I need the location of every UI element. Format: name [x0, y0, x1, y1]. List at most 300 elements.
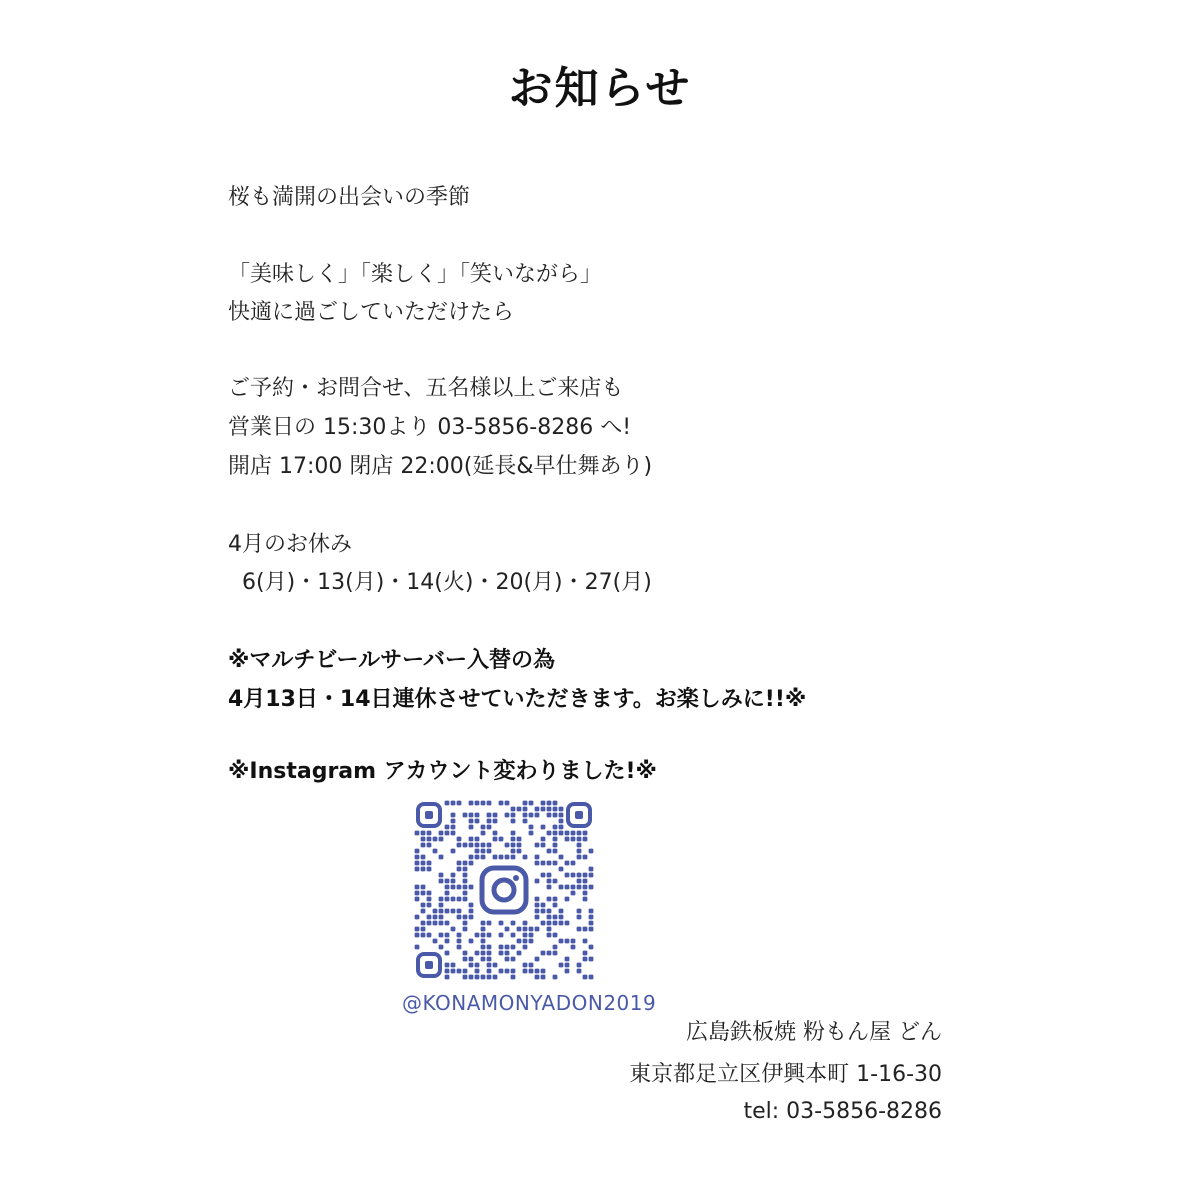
qr-module [541, 969, 546, 974]
qr-module [487, 933, 492, 938]
qr-module [529, 969, 534, 974]
qr-module [439, 855, 444, 860]
qr-module [445, 969, 450, 974]
qr-module [523, 921, 528, 926]
qr-module [583, 897, 588, 902]
qr-module [523, 819, 528, 824]
qr-module [571, 861, 576, 866]
qr-module [577, 855, 582, 860]
qr-module [511, 807, 516, 812]
qr-module [523, 933, 528, 938]
qr-module [547, 873, 552, 878]
qr-module [553, 945, 558, 950]
qr-module [547, 831, 552, 836]
qr-module [559, 915, 564, 920]
qr-module [463, 843, 468, 848]
qr-module [415, 933, 420, 938]
qr-module [445, 951, 450, 956]
qr-module [481, 939, 486, 944]
qr-module [487, 951, 492, 956]
qr-module [589, 975, 594, 980]
qr-module [499, 951, 504, 956]
qr-module [415, 915, 420, 920]
qr-module [481, 945, 486, 950]
qr-module [499, 855, 504, 860]
qr-module [481, 951, 486, 956]
qr-module [499, 801, 504, 806]
qr-module [487, 813, 492, 818]
qr-module [463, 975, 468, 980]
qr-module [511, 945, 516, 950]
qr-module [469, 915, 474, 920]
qr-module [487, 945, 492, 950]
qr-module [481, 927, 486, 932]
qr-module [589, 927, 594, 932]
body-line-motto: 「美味しく」「楽しく」「笑いながら」 [228, 262, 603, 287]
qr-module [553, 801, 558, 806]
qr-module [421, 861, 426, 866]
qr-module [469, 825, 474, 830]
qr-module [553, 843, 558, 848]
qr-module [421, 891, 426, 896]
qr-module [463, 891, 468, 896]
qr-module [571, 873, 576, 878]
body-line-open-close: 開店 17:00 閉店 22:00(延長&早仕舞あり) [228, 454, 653, 479]
qr-module [451, 963, 456, 968]
qr-module [451, 819, 456, 824]
qr-module [493, 963, 498, 968]
qr-module [553, 951, 558, 956]
qr-module [559, 963, 564, 968]
qr-module [553, 897, 558, 902]
qr-module [439, 837, 444, 842]
qr-module [493, 819, 498, 824]
qr-module [469, 963, 474, 968]
qr-module [589, 915, 594, 920]
qr-module [535, 879, 540, 884]
qr-module [439, 903, 444, 908]
qr-module [547, 897, 552, 902]
qr-module [505, 969, 510, 974]
qr-module [415, 849, 420, 854]
qr-module [589, 945, 594, 950]
qr-module [445, 885, 450, 890]
qr-module [463, 921, 468, 926]
instagram-notice: ※Instagram アカウント変わりました!※ [228, 759, 657, 784]
qr-module [583, 957, 588, 962]
qr-module [547, 921, 552, 926]
qr-module [583, 855, 588, 860]
qr-module [445, 909, 450, 914]
qr-module [517, 951, 522, 956]
qr-module [577, 885, 582, 890]
qr-module [457, 939, 462, 944]
qr-module [451, 969, 456, 974]
qr-module [565, 963, 570, 968]
qr-module [481, 831, 486, 836]
qr-module [451, 879, 456, 884]
qr-module [427, 861, 432, 866]
qr-module [415, 897, 420, 902]
qr-module [547, 909, 552, 914]
qr-module [511, 819, 516, 824]
qr-module [517, 849, 522, 854]
qr-module [547, 951, 552, 956]
shop-name: 広島鉄板焼 粉もん屋 どん [686, 1020, 942, 1045]
qr-module [457, 909, 462, 914]
qr-module [463, 861, 468, 866]
qr-module [445, 801, 450, 806]
qr-module [457, 801, 462, 806]
qr-module [523, 927, 528, 932]
qr-module [439, 921, 444, 926]
qr-module [529, 825, 534, 830]
qr-module [451, 897, 456, 902]
qr-module [589, 867, 594, 872]
qr-module [427, 903, 432, 908]
qr-module [439, 879, 444, 884]
qr-module [553, 825, 558, 830]
qr-module [463, 927, 468, 932]
qr-module [475, 963, 480, 968]
body-line-comfort: 快適に過ごしていただけたら [228, 300, 515, 325]
qr-module [541, 903, 546, 908]
qr-module [559, 819, 564, 824]
qr-module [445, 921, 450, 926]
qr-module [523, 939, 528, 944]
qr-module [565, 861, 570, 866]
qr-module [451, 801, 456, 806]
qr-module [583, 891, 588, 896]
qr-module [487, 801, 492, 806]
qr-module [583, 879, 588, 884]
qr-module [529, 963, 534, 968]
qr-finder-bottom-left [418, 954, 440, 976]
qr-module [451, 927, 456, 932]
qr-module [493, 855, 498, 860]
qr-module [577, 873, 582, 878]
qr-module [535, 903, 540, 908]
qr-module [553, 813, 558, 818]
holiday-heading: 4月のお休み [228, 532, 352, 557]
qr-module [463, 969, 468, 974]
qr-module [457, 897, 462, 902]
qr-module [481, 849, 486, 854]
qr-module [463, 813, 468, 818]
qr-module [583, 927, 588, 932]
qr-module [577, 909, 582, 914]
qr-module [523, 807, 528, 812]
qr-module [547, 885, 552, 890]
qr-module [565, 873, 570, 878]
qr-module [457, 885, 462, 890]
qr-module [487, 969, 492, 974]
qr-module [589, 885, 594, 890]
qr-module [559, 831, 564, 836]
qr-module [457, 933, 462, 938]
qr-module [553, 879, 558, 884]
qr-module [511, 957, 516, 962]
qr-module [493, 813, 498, 818]
qr-module [541, 909, 546, 914]
qr-module [505, 855, 510, 860]
qr-module [511, 849, 516, 854]
qr-module [571, 945, 576, 950]
qr-module [451, 849, 456, 854]
qr-module [421, 831, 426, 836]
qr-module [541, 861, 546, 866]
qr-module [571, 837, 576, 842]
qr-module [529, 939, 534, 944]
qr-module [469, 801, 474, 806]
qr-module [559, 921, 564, 926]
qr-module [451, 873, 456, 878]
qr-finder-top-left [418, 804, 440, 826]
qr-module [421, 903, 426, 908]
qr-module [445, 975, 450, 980]
notice-beer-server: ※マルチビールサーバー入替の為 [228, 648, 555, 673]
qr-module [415, 861, 420, 866]
qr-module [523, 963, 528, 968]
qr-module [439, 897, 444, 902]
qr-module [553, 915, 558, 920]
qr-module [541, 873, 546, 878]
qr-module [565, 885, 570, 890]
qr-module [487, 825, 492, 830]
qr-module [553, 861, 558, 866]
qr-module [463, 957, 468, 962]
notice-closure: 4月13日・14日連休させていただきます。お楽しみに!!※ [228, 687, 807, 712]
qr-module [475, 819, 480, 824]
qr-module [427, 933, 432, 938]
qr-module [535, 861, 540, 866]
qr-module [535, 855, 540, 860]
instagram-qr-code[interactable] [414, 800, 594, 980]
qr-module [445, 939, 450, 944]
qr-module [439, 915, 444, 920]
shop-address: 東京都足立区伊興本町 1-16-30 [629, 1062, 942, 1087]
qr-module [559, 813, 564, 818]
qr-module [559, 807, 564, 812]
qr-module [427, 891, 432, 896]
qr-module [505, 801, 510, 806]
qr-module [571, 891, 576, 896]
qr-module [457, 843, 462, 848]
qr-module [469, 909, 474, 914]
qr-module [487, 819, 492, 824]
qr-module [565, 831, 570, 836]
qr-module [583, 837, 588, 842]
qr-module [541, 825, 546, 830]
qr-module [433, 921, 438, 926]
qr-module [577, 927, 582, 932]
qr-module [475, 933, 480, 938]
qr-module [499, 837, 504, 842]
qr-module [541, 921, 546, 926]
qr-module [451, 885, 456, 890]
qr-module [475, 975, 480, 980]
qr-module [511, 831, 516, 836]
qr-module [475, 843, 480, 848]
qr-module [559, 885, 564, 890]
qr-module [427, 915, 432, 920]
qr-module [553, 849, 558, 854]
qr-module [547, 807, 552, 812]
qr-module [511, 921, 516, 926]
qr-module [529, 801, 534, 806]
qr-module [571, 939, 576, 944]
qr-module [505, 945, 510, 950]
qr-module [487, 963, 492, 968]
qr-module [451, 831, 456, 836]
qr-module [547, 849, 552, 854]
qr-finder-top-right [568, 804, 590, 826]
qr-module [541, 843, 546, 848]
qr-module [481, 933, 486, 938]
qr-module [469, 813, 474, 818]
qr-module [415, 927, 420, 932]
qr-module [427, 921, 432, 926]
qr-module [433, 849, 438, 854]
qr-module [439, 945, 444, 950]
qr-module [439, 909, 444, 914]
qr-module [535, 897, 540, 902]
qr-module [583, 975, 588, 980]
qr-module [463, 873, 468, 878]
qr-module [535, 927, 540, 932]
qr-module [523, 855, 528, 860]
qr-module [469, 957, 474, 962]
qr-module [523, 945, 528, 950]
qr-module [505, 957, 510, 962]
qr-module [517, 843, 522, 848]
qr-module [505, 813, 510, 818]
qr-module [493, 837, 498, 842]
qr-module [481, 957, 486, 962]
qr-module [463, 879, 468, 884]
qr-module [553, 921, 558, 926]
qr-module [511, 933, 516, 938]
qr-module [589, 873, 594, 878]
qr-module [577, 969, 582, 974]
qr-module [457, 867, 462, 872]
qr-module [553, 807, 558, 812]
qr-module [529, 927, 534, 932]
qr-module [517, 807, 522, 812]
qr-module [559, 855, 564, 860]
qr-module [505, 951, 510, 956]
qr-module [553, 837, 558, 842]
qr-module [553, 933, 558, 938]
qr-module [415, 891, 420, 896]
qr-module [559, 909, 564, 914]
qr-module [415, 885, 420, 890]
qr-module [415, 855, 420, 860]
qr-module [511, 855, 516, 860]
qr-module [559, 825, 564, 830]
qr-module [427, 897, 432, 902]
qr-module [541, 951, 546, 956]
qr-module [535, 975, 540, 980]
qr-module [577, 963, 582, 968]
qr-module [535, 843, 540, 848]
qr-module [481, 921, 486, 926]
qr-module [475, 849, 480, 854]
instagram-icon [476, 862, 532, 918]
qr-module [535, 969, 540, 974]
qr-module [463, 867, 468, 872]
qr-module [427, 831, 432, 836]
qr-module [541, 975, 546, 980]
qr-module [547, 915, 552, 920]
qr-module [547, 933, 552, 938]
qr-module [505, 927, 510, 932]
qr-module [451, 813, 456, 818]
qr-module [499, 969, 504, 974]
qr-module [535, 957, 540, 962]
qr-module [487, 843, 492, 848]
qr-module [445, 831, 450, 836]
qr-module [463, 951, 468, 956]
page-title: お知らせ [508, 63, 692, 114]
qr-module [439, 933, 444, 938]
qr-module [433, 837, 438, 842]
qr-module [481, 825, 486, 830]
qr-module [511, 975, 516, 980]
qr-module [469, 975, 474, 980]
qr-module [499, 921, 504, 926]
qr-module [451, 825, 456, 830]
qr-module [577, 879, 582, 884]
qr-module [445, 891, 450, 896]
qr-module [433, 909, 438, 914]
qr-module [547, 879, 552, 884]
qr-module [427, 867, 432, 872]
qr-module [469, 861, 474, 866]
qr-module [433, 915, 438, 920]
qr-module [535, 813, 540, 818]
qr-module [427, 837, 432, 842]
qr-module [421, 921, 426, 926]
qr-module [421, 837, 426, 842]
qr-module [427, 843, 432, 848]
qr-module [487, 957, 492, 962]
qr-module [505, 843, 510, 848]
qr-module [565, 897, 570, 902]
qr-module [451, 909, 456, 914]
qr-module [583, 873, 588, 878]
qr-module [475, 801, 480, 806]
qr-module [511, 843, 516, 848]
qr-module [457, 837, 462, 842]
qr-module [589, 849, 594, 854]
qr-module [529, 933, 534, 938]
qr-module [589, 957, 594, 962]
qr-module [463, 915, 468, 920]
qr-module [481, 801, 486, 806]
qr-module [475, 837, 480, 842]
qr-module [547, 801, 552, 806]
qr-module [487, 849, 492, 854]
qr-module [577, 915, 582, 920]
qr-module [523, 969, 528, 974]
qr-module [487, 921, 492, 926]
qr-module [469, 819, 474, 824]
qr-module [565, 957, 570, 962]
qr-module [589, 909, 594, 914]
qr-module [547, 813, 552, 818]
qr-module [469, 903, 474, 908]
